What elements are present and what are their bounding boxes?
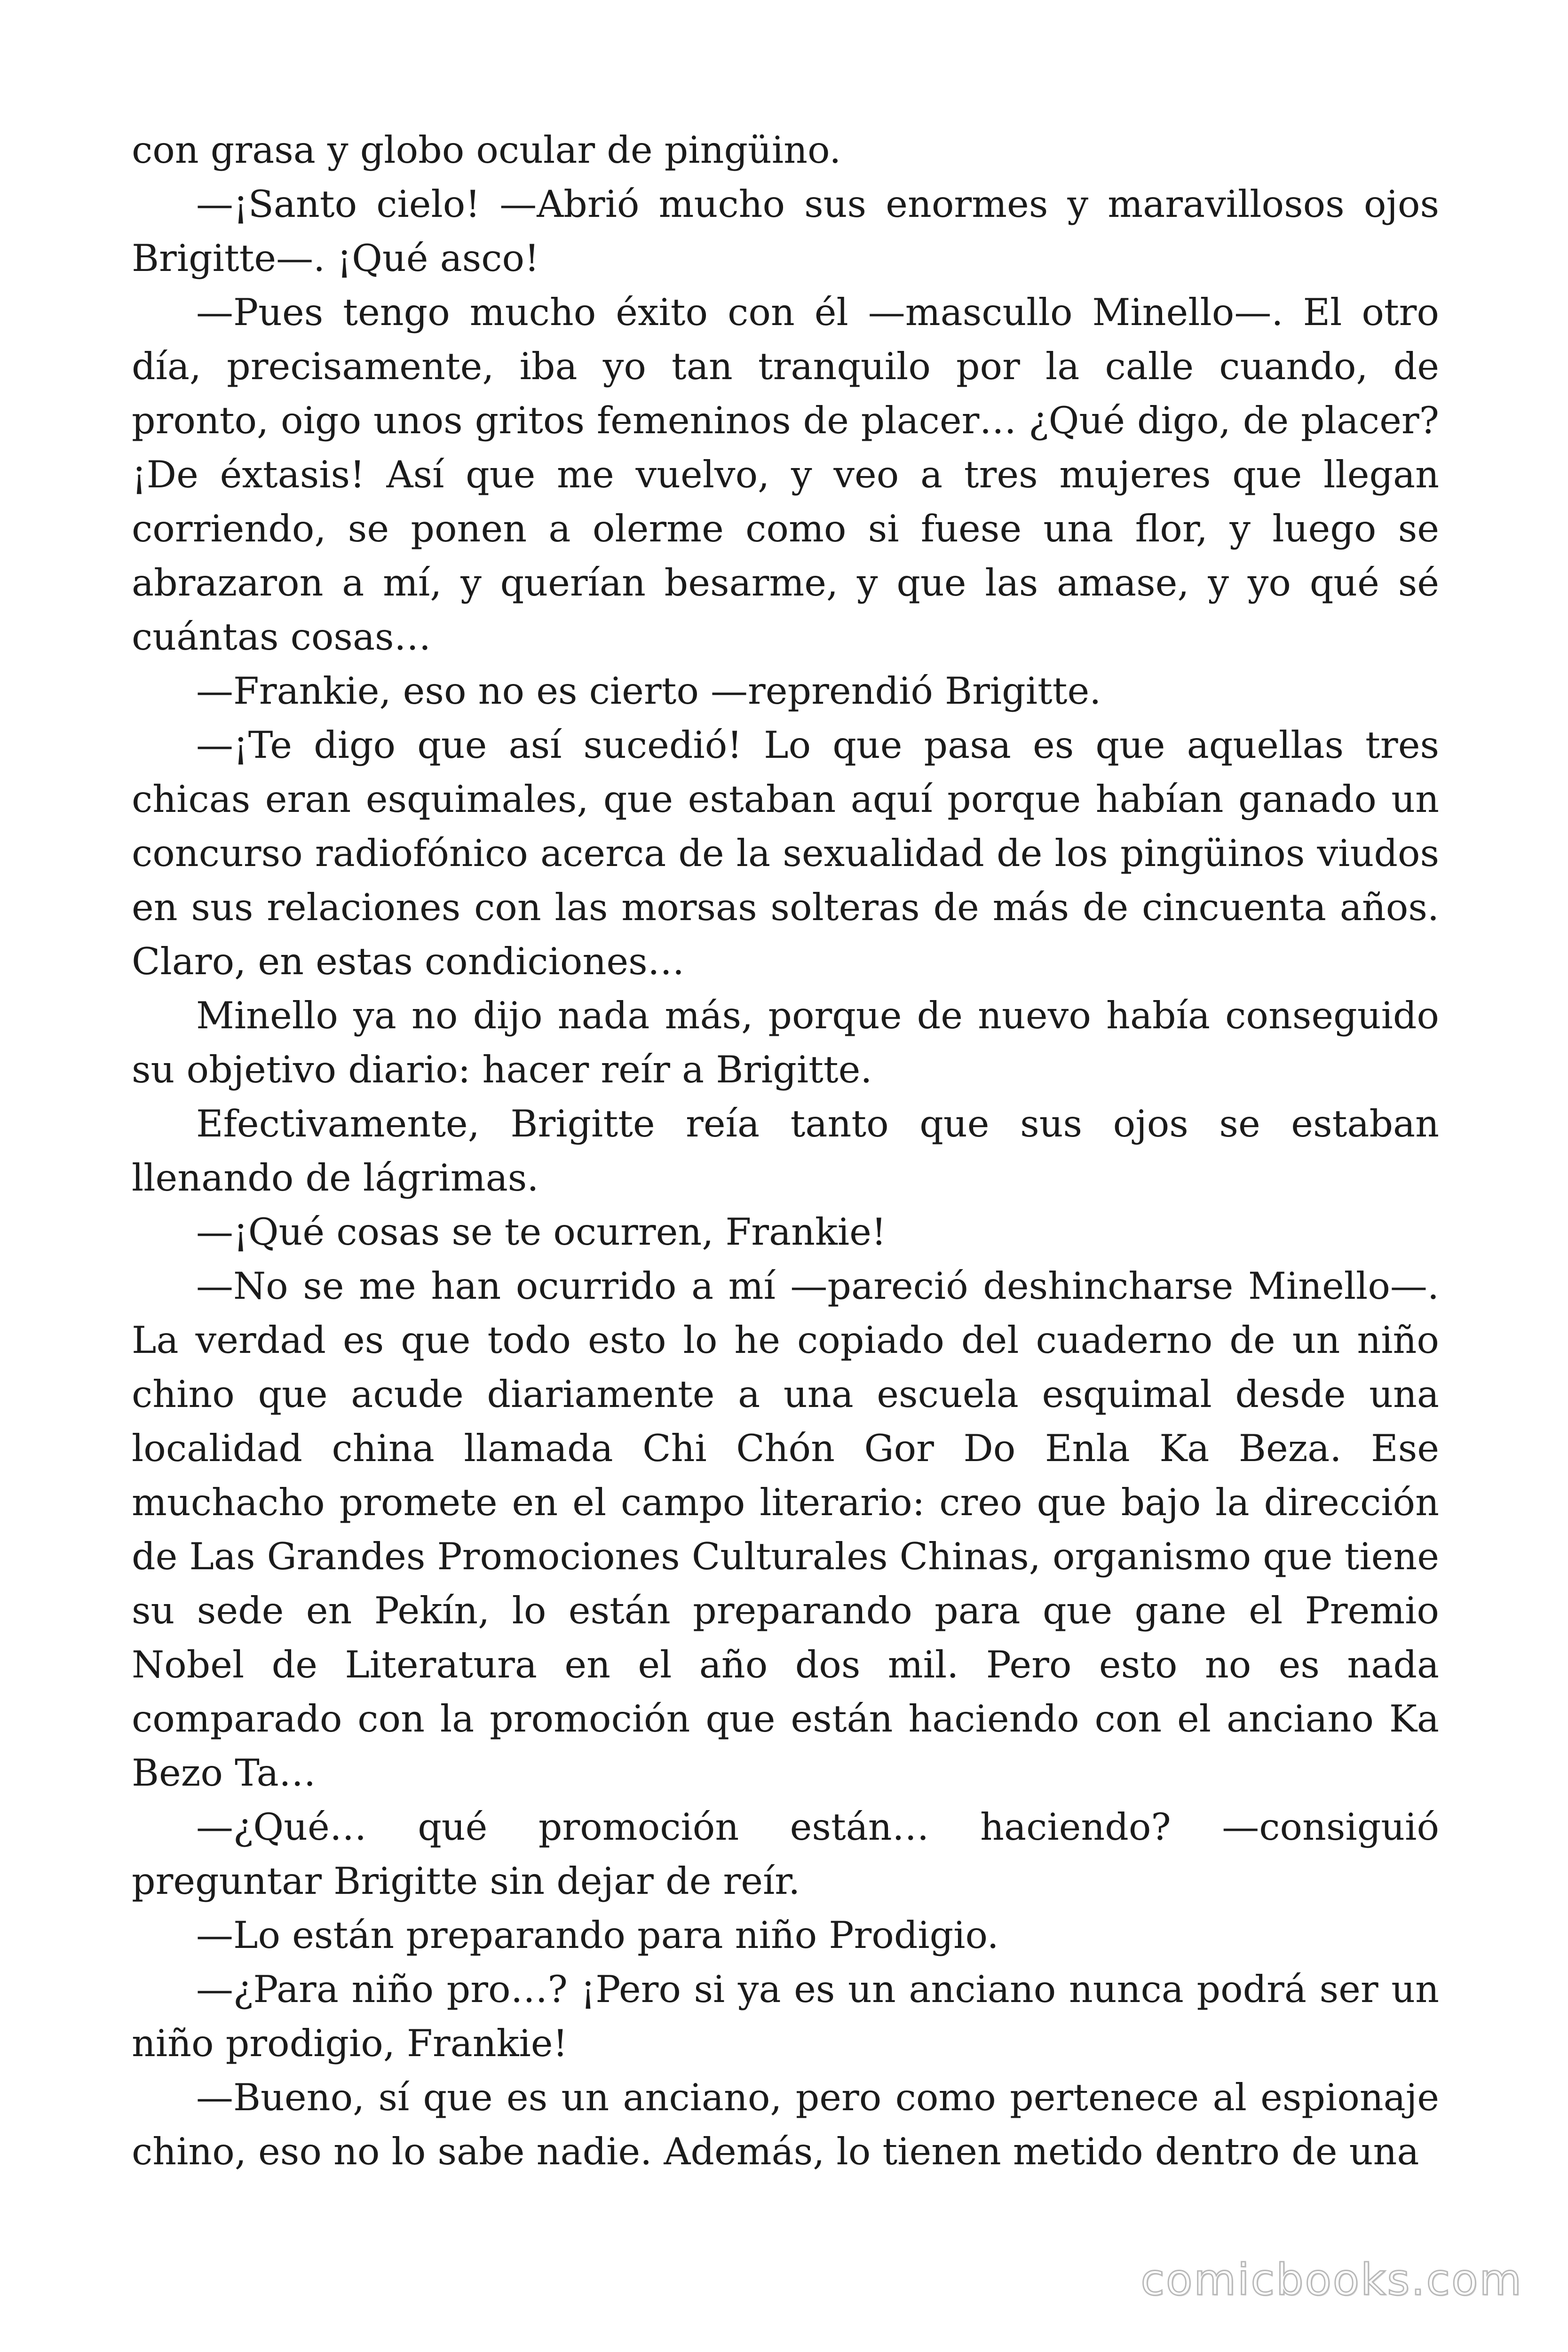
body-text [132,123,1439,2179]
paragraph: con grasa y globo ocular de pingüino. [132,128,841,172]
paragraph: Efectivamente, Brigitte reía tanto que sus ojos se estaban llenando de lágrimas. [132,1102,1439,1200]
paragraph: —¡Santo cielo! —Abrió mucho sus enormes y maravillosos ojos Brigitte—. ¡Qué asco! [132,183,1439,280]
paragraph: —Frankie, eso no es cierto —reprendió Brigitte. [196,669,1101,713]
paragraph: Minello ya no dijo nada más, porque de nuevo había conseguido su objetivo diario: hacer reír a Brigitte. [132,994,1439,1091]
paragraph: —¡Qué cosas se te ocurren, Frankie! [196,1210,887,1254]
paragraph: —Pues tengo mucho éxito con él —mascullo Minello—. El otro día, precisamente, iba yo tan tranquilo por la calle cuando, de pronto, oigo unos gritos femeninos de placer… ¿Qué digo, de placer? ¡De éxtasis! Así que me vuelvo, y veo a tres mujeres que llegan corriendo, se ponen a olerme como si fuese una flor, y luego se abrazaron a mí, y querían besarme, y que las amase, y yo qué sé cuántas cosas… [132,291,1439,659]
watermark: comicbooks.com [1140,2255,1523,2305]
paragraph: —Lo están preparando para niño Prodigio. [196,1914,999,1957]
paragraph: —¿Qué… qué promoción están… haciendo? —consiguió preguntar Brigitte sin dejar de reír. [132,1805,1439,1903]
paragraph: —¿Para niño pro…? ¡Pero si ya es un anciano nunca podrá ser un niño prodigio, Frankie! [132,1968,1439,2065]
paragraph: —¡Te digo que así sucedió! Lo que pasa es que aquellas tres chicas eran esquimales, que estaban aquí porque habían ganado un concurso radiofónico acerca de la sexualidad de los pingüinos viudos en sus relaciones con las morsas solteras de más de cincuenta años. Claro, en estas condiciones… [132,723,1439,983]
paragraph: —No se me han ocurrido a mí —pareció deshincharse Minello—. La verdad es que todo esto lo he copiado del cuaderno de un niño chino que acude diariamente a una escuela esquimal desde una localidad china llamada Chi Chón Gor Do Enla Ka Beza. Ese muchacho promete en el campo literario: creo que bajo la dirección de Las Grandes Promociones Culturales Chinas, organismo que tiene su sede en Pekín, lo están preparando para que gane el Premio Nobel de Literatura en el año dos mil. Pero esto no es nada comparado con la promoción que están haciendo con el anciano Ka Bezo Ta… [132,1264,1439,1795]
paragraph: —Bueno, sí que es un anciano, pero como pertenece al espionaje chino, eso no lo sabe nadie. Además, lo tienen metido dentro de una [132,2076,1439,2173]
